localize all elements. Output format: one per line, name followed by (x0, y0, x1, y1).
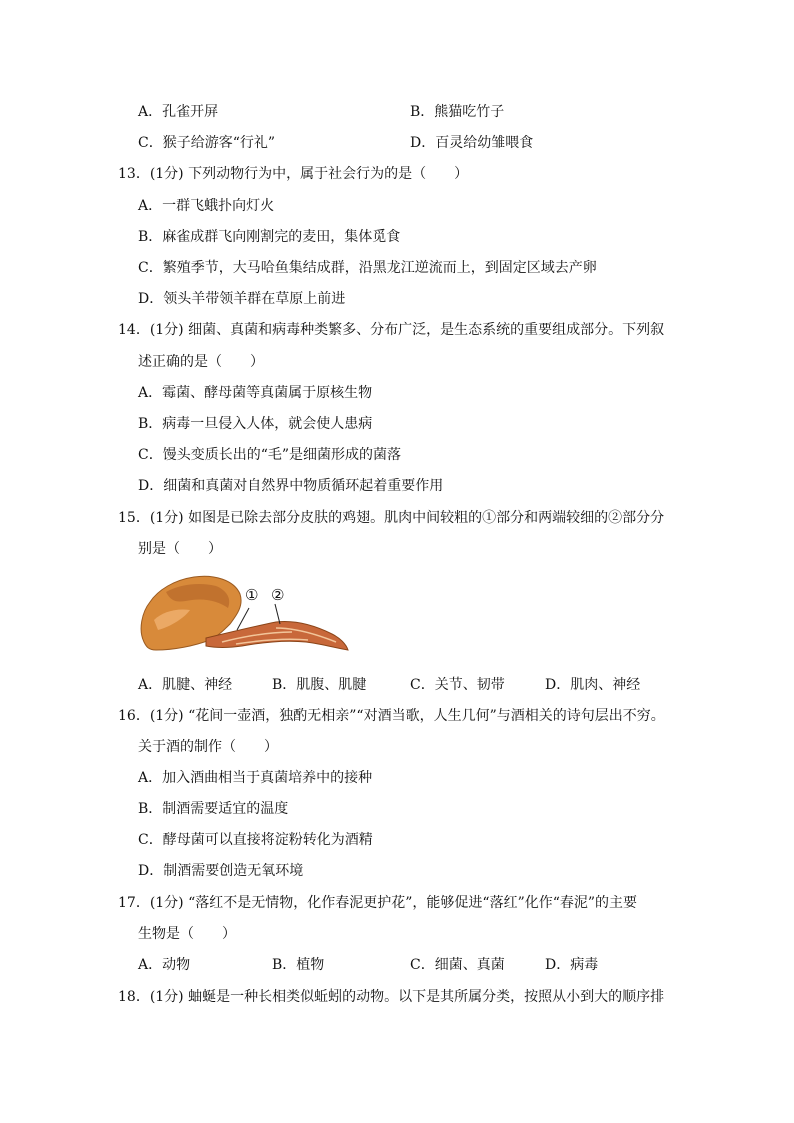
q12-option-a: A．孔雀开屏 (138, 104, 219, 120)
q14-option-a: A．霉菌、酵母菌等真菌属于原核生物 (138, 385, 373, 401)
q13-option-d: D．领头羊带领羊群在草原上前进 (138, 291, 346, 307)
q12-option-b: B．熊猫吃竹子 (410, 104, 505, 120)
q14-option-b: B．病毒一旦侵入人体，就会使人患病 (138, 416, 373, 432)
q16-option-c: C．酵母菌可以直接将淀粉转化为酒精 (138, 832, 373, 848)
q12-option-d: D．百灵给幼雏喂食 (410, 135, 534, 151)
q17-stem-line2: 生物是（ ） (138, 926, 236, 942)
chicken-wing-figure (136, 572, 351, 662)
q17-stem-line1: 17．(1分) “落红不是无情物，化作春泥更护花”，能够促进“落红”化作“春泥”的主要 (118, 895, 638, 911)
q16-stem-line1: 16．(1分) “花间一壶酒，独酌无相亲”“对酒当歌，人生几何”与酒相关的诗句层出不穷。 (118, 708, 665, 724)
q16-stem-line2: 关于酒的制作（ ） (138, 739, 278, 755)
q14-stem-line1: 14．(1分) 细菌、真菌和病毒种类繁多、分布广泛，是生态系统的重要组成部分。下列叙 (118, 322, 665, 338)
q15-option-d: D．肌肉、神经 (545, 677, 641, 693)
q15-stem-line2: 别是（ ） (138, 541, 222, 557)
q15-option-a: A．肌腱、神经 (138, 677, 233, 693)
label-1: ① (245, 586, 259, 604)
q15-option-b: B．肌腹、肌腱 (272, 677, 367, 693)
q16-option-b: B．制酒需要适宜的温度 (138, 801, 289, 817)
q13-stem: 13．(1分) 下列动物行为中，属于社会行为的是（ ） (118, 166, 469, 182)
q14-stem-line2: 述正确的是（ ） (138, 354, 264, 370)
q13-option-a: A．一群飞蛾扑向灯火 (138, 198, 275, 214)
q17-option-c: C．细菌、真菌 (410, 957, 505, 973)
q17-option-b: B．植物 (272, 957, 325, 973)
q16-option-d: D．制酒需要创造无氧环境 (138, 863, 304, 879)
q14-option-d: D．细菌和真菌对自然界中物质循环起着重要作用 (138, 478, 444, 494)
q12-option-c: C．猴子给游客“行礼” (138, 135, 276, 151)
q13-option-c: C．繁殖季节，大马哈鱼集结成群，沿黑龙江逆流而上，到固定区域去产卵 (138, 260, 597, 276)
label-2-pointer (275, 604, 280, 624)
label-2: ② (271, 586, 285, 604)
q15-option-c: C．关节、韧带 (410, 677, 505, 693)
q17-option-d: D．病毒 (545, 957, 599, 973)
q13-option-b: B．麻雀成群飞向刚割完的麦田，集体觅食 (138, 229, 401, 245)
q18-stem-line1: 18．(1分) 蚰蜒是一种长相类似蚯蚓的动物。以下是其所属分类，按照从小到大的顺序排 (118, 989, 665, 1005)
q15-stem-line1: 15．(1分) 如图是已除去部分皮肤的鸡翅。肌肉中间较粗的①部分和两端较细的②部分分 (118, 510, 665, 526)
q16-option-a: A．加入酒曲相当于真菌培养中的接种 (138, 770, 373, 786)
q17-option-a: A．动物 (138, 957, 191, 973)
q14-option-c: C．馒头变质长出的“毛”是细菌形成的菌落 (138, 447, 402, 463)
